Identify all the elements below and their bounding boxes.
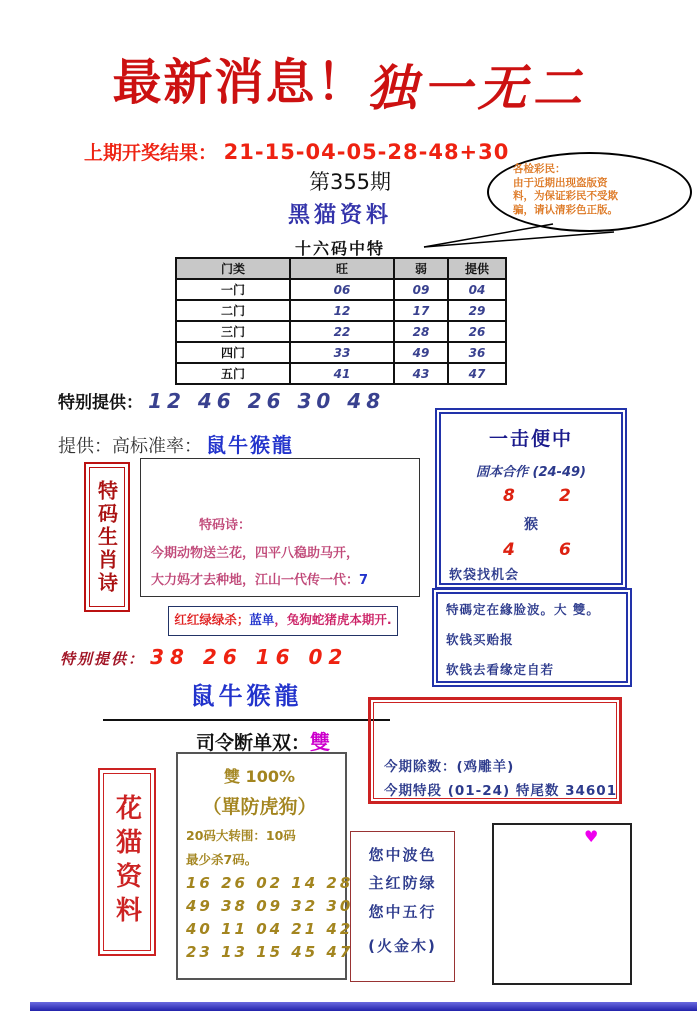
wave-line-2: 主红防绿	[368, 874, 437, 892]
wave-box	[350, 831, 455, 982]
wave-line-1: 您中波色	[368, 846, 437, 864]
olive-number-row: 16 26 02 14 28	[186, 874, 354, 892]
number-cell: 29	[448, 300, 506, 321]
page-title-accent: 独一无二	[367, 60, 588, 117]
kill-part-blue: 蓝单	[249, 612, 275, 627]
special-offer-1-label: 特别提供：	[58, 393, 143, 413]
single-double-line	[196, 726, 330, 755]
flower-sidebar-text: 花猫资料	[111, 794, 142, 930]
blue-note-line-3: 软钱去看缘定自若	[446, 662, 555, 677]
special-offer-1	[58, 388, 385, 413]
number-cell: 09	[394, 279, 448, 300]
poem-sidebar-box	[84, 462, 130, 612]
poem-line-2	[151, 569, 368, 588]
number-cell: 26	[448, 321, 506, 342]
bubble-line-4: 骗，请认清彩色正版。	[513, 203, 618, 216]
special-offer-2-numbers: 38 26 16 02	[150, 645, 349, 669]
provide-label: 提供：高标准率：	[58, 436, 202, 456]
number-cell: 49	[394, 342, 448, 363]
bubble-line-1: 各检彩民：	[513, 163, 566, 175]
red-note-box	[368, 697, 622, 804]
blue-note-line-2: 软钱买贻报	[446, 632, 514, 647]
number-cell: 41	[290, 363, 394, 384]
number-cell: 12	[290, 300, 394, 321]
table-row	[176, 342, 506, 363]
one-hit-subtitle: 固本合作 (24-49)	[476, 465, 586, 480]
blue-note-box	[432, 588, 632, 687]
poem-title: 特码诗：	[199, 518, 252, 533]
number-cell: 28	[394, 321, 448, 342]
single-double-value: 雙	[310, 730, 331, 754]
issue-number: 第355期	[308, 170, 392, 194]
provide-zodiac: 鼠牛猴龍	[206, 433, 294, 457]
previous-result-numbers: 21-15-04-05-28-48+30	[223, 140, 510, 164]
previous-result-label: 上期开奖结果：	[84, 142, 218, 164]
number-cell: 22	[290, 321, 394, 342]
one-hit-inner	[439, 412, 623, 585]
one-hit-number: 8	[503, 486, 515, 506]
row-label-cell: 三门	[176, 321, 290, 342]
row-label-cell: 五门	[176, 363, 290, 384]
table-row	[176, 300, 506, 321]
special-offer-1-numbers: 12 46 26 30 48	[148, 389, 386, 413]
olive-number-row: 40 11 04 21 42	[186, 920, 354, 938]
one-hit-footer: 软袋找机会	[449, 568, 520, 583]
red-note-inner	[373, 702, 617, 799]
header-cell: 门类	[176, 258, 290, 279]
row-label-cell: 一门	[176, 279, 290, 300]
table-row	[176, 321, 506, 342]
wave-line-4: (火金木)	[368, 937, 437, 955]
number-cell: 06	[290, 279, 394, 300]
single-double-label: 司令断单双：	[196, 732, 311, 754]
sixteen-code-table	[175, 257, 507, 385]
olive-line-4: 最少杀7码。	[186, 852, 258, 867]
number-cell: 33	[290, 342, 394, 363]
empty-note-box	[492, 823, 632, 985]
wave-line-3: 您中五行	[368, 903, 437, 921]
source-name: 黑猫资料	[287, 203, 392, 228]
zodiac-line: 鼠牛猴龍	[103, 676, 390, 721]
one-hit-zodiac: 猴	[524, 517, 538, 533]
special-offer-2-label: 特别提供：	[60, 650, 146, 668]
number-cell: 43	[394, 363, 448, 384]
heart-icon: ♥	[584, 827, 599, 846]
header-cell: 提供	[448, 258, 506, 279]
header-cell: 弱	[394, 258, 448, 279]
flower-sidebar-box	[98, 768, 156, 956]
kill-part-red: 红红绿绿杀；	[174, 612, 250, 627]
olive-prediction-box	[176, 752, 354, 980]
bottom-blue-bar	[30, 1002, 697, 1011]
poem-line-2-text: 大力妈才去种地，江山一代传一代：	[151, 573, 360, 588]
one-hit-number: 2	[559, 486, 571, 506]
kill-color-box	[168, 606, 398, 636]
blue-note-line-1: 特碼定在緣脸波。大 雙。	[446, 602, 600, 617]
page-title-main: 最新消息！	[112, 54, 368, 111]
provide-line	[58, 429, 294, 458]
bubble-line-2: 由于近期出现盗版资	[513, 176, 608, 189]
row-label-cell: 二门	[176, 300, 290, 321]
poem-line-1: 今期动物送兰花，四平八稳助马开，	[151, 546, 360, 561]
table-row	[176, 363, 506, 384]
poem-sidebar-text: 特码生肖诗	[94, 479, 119, 595]
olive-number-row: 23 13 15 45 47	[186, 943, 354, 961]
one-hit-number: 6	[559, 540, 571, 560]
page-title	[0, 44, 700, 117]
olive-line-1: 雙 100%	[223, 767, 295, 786]
poem-answer: 7	[359, 573, 369, 588]
previous-result-line	[84, 138, 509, 165]
table-row	[176, 279, 506, 300]
one-hit-title: 一击便中	[488, 428, 573, 450]
olive-line-2: （單防虎狗）	[202, 796, 317, 818]
red-note-line-2: 今期特段 (01-24) 特尾数 34601	[384, 783, 618, 799]
one-hit-number: 4	[503, 540, 515, 560]
one-hit-box	[435, 408, 627, 589]
bubble-line-3: 料，为保证彩民不受欺	[513, 190, 618, 203]
number-cell: 47	[448, 363, 506, 384]
row-label-cell: 四门	[176, 342, 290, 363]
number-cell: 36	[448, 342, 506, 363]
header-cell: 旺	[290, 258, 394, 279]
table-title: 十六码中特	[294, 239, 385, 258]
number-cell: 17	[394, 300, 448, 321]
table-header-row	[176, 258, 506, 279]
olive-line-3: 20码大转围：10码	[186, 828, 296, 843]
special-offer-2	[60, 645, 348, 669]
poem-box	[140, 458, 420, 597]
red-note-line-1: 今期除数：(鸡雕羊)	[384, 759, 515, 775]
number-cell: 04	[448, 279, 506, 300]
olive-number-row: 49 38 09 32 30	[186, 897, 354, 915]
kill-part-zodiac: ，兔狗蛇猪虎本期开.	[274, 612, 392, 627]
blue-note-inner	[436, 592, 628, 683]
